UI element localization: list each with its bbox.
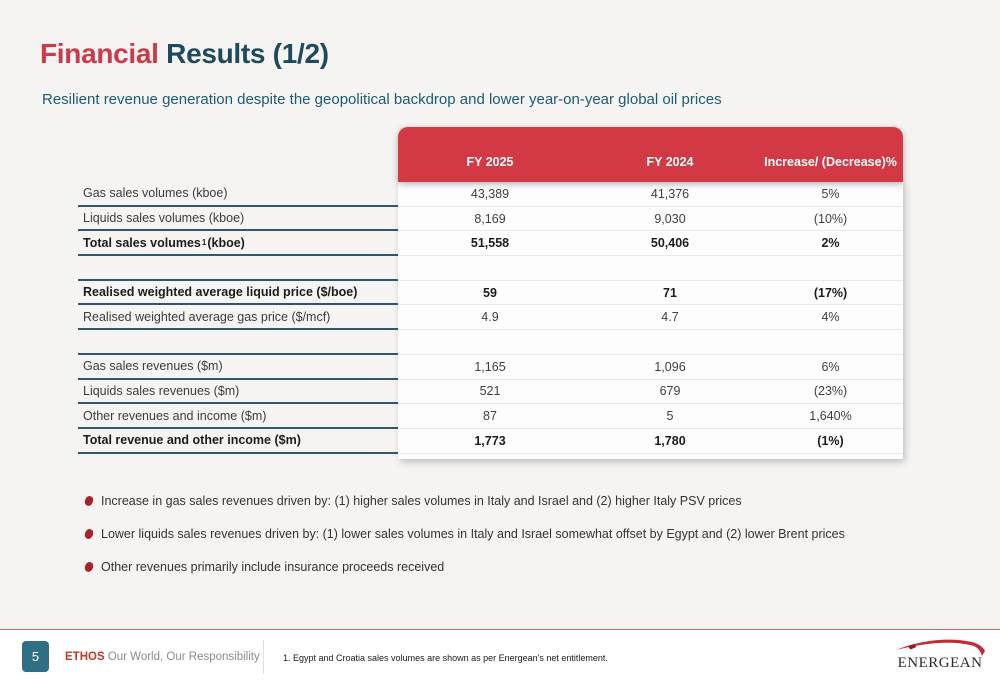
row-values — [398, 355, 903, 380]
row-label: Other revenues and income ($m) — [78, 404, 398, 429]
value-cell: 1,780 — [654, 433, 686, 448]
flame-drop-icon — [84, 561, 94, 573]
value-cell — [758, 330, 903, 354]
row-values — [398, 429, 903, 454]
value-cell — [758, 256, 903, 280]
row-values — [398, 231, 903, 256]
row-label: Liquids sales volumes (kboe) — [78, 207, 398, 232]
bullet-text: Increase in gas sales revenues driven by: (1) higher sales volumes in Italy and Israel and (2) higher Italy PSV prices — [101, 494, 742, 508]
row-label: Liquids sales revenues ($m) — [78, 380, 398, 405]
value-cell: 41,376 — [650, 186, 690, 201]
value-cell: 521 — [479, 384, 501, 399]
value-cell: (17%) — [813, 285, 848, 300]
value-cell: 8,169 — [474, 211, 506, 226]
value-cell — [398, 256, 582, 280]
table-header — [398, 127, 903, 182]
value-cell: 1,773 — [474, 433, 506, 448]
row-values — [398, 207, 903, 232]
footer — [0, 630, 1000, 685]
row-label: Total revenue and other income ($m) — [78, 429, 398, 454]
value-cell: 6% — [821, 359, 840, 374]
energean-logo — [890, 634, 990, 672]
value-cell — [582, 256, 758, 280]
bullet-text: Other revenues primarily include insurance proceeds received — [101, 560, 445, 574]
value-cell: 1,096 — [654, 359, 686, 374]
value-cell: 4% — [821, 310, 840, 325]
bullet-item — [85, 494, 945, 508]
table-row — [78, 207, 903, 232]
table-row — [78, 182, 903, 207]
page-number-badge: 5 — [22, 641, 49, 672]
row-values — [398, 404, 903, 429]
row-label: Total sales volumes 1 (kboe) — [78, 231, 398, 256]
row-values — [398, 380, 903, 405]
table-row — [78, 355, 903, 380]
column-header-fy2024: FY 2024 — [646, 155, 694, 169]
value-cell: (1%) — [817, 433, 844, 448]
page-title-accent: Financial — [40, 38, 159, 69]
flame-drop-icon — [84, 528, 94, 540]
commentary-bullets — [85, 494, 945, 593]
row-label: Gas sales volumes (kboe) — [78, 182, 398, 207]
table-row — [78, 231, 903, 256]
column-header-change: Increase/ (Decrease)% — [764, 155, 897, 169]
row-label: Realised weighted average gas price ($/mcf) — [78, 305, 398, 330]
value-cell — [582, 330, 758, 354]
logo-text: ENERGEAN — [897, 655, 983, 671]
footnote: 1. Egypt and Croatia sales volumes are shown as per Energean's net entitlement. — [283, 653, 608, 663]
value-cell: 4.7 — [661, 310, 679, 325]
value-cell: 51,558 — [470, 236, 510, 251]
table-row — [78, 404, 903, 429]
row-values — [398, 182, 903, 207]
value-cell: 679 — [659, 384, 681, 399]
page-subtitle: Resilient revenue generation despite the geopolitical backdrop and lower year-on-year global oil prices — [42, 91, 722, 108]
value-cell: 71 — [663, 285, 677, 300]
row-values — [398, 256, 903, 281]
value-cell: 1,640% — [809, 409, 852, 424]
value-cell: 5% — [821, 186, 840, 201]
row-values — [398, 330, 903, 355]
row-label — [78, 330, 398, 355]
value-cell: 2% — [821, 236, 840, 251]
value-cell: 4.9 — [481, 310, 499, 325]
table-row — [78, 305, 903, 330]
page-title — [40, 38, 329, 70]
row-label — [78, 256, 398, 281]
table-row — [78, 380, 903, 405]
value-cell: 87 — [483, 409, 497, 424]
table-row — [78, 429, 903, 454]
value-cell — [398, 330, 582, 354]
value-cell: 50,406 — [650, 236, 690, 251]
value-cell: 59 — [483, 285, 497, 300]
row-label: Gas sales revenues ($m) — [78, 355, 398, 380]
ethos-tagline — [65, 651, 260, 663]
ethos-label: ETHOS — [65, 651, 105, 663]
table-spacer-row — [78, 256, 903, 281]
table-row — [78, 281, 903, 306]
table-body — [78, 182, 903, 454]
value-cell: 5 — [666, 409, 674, 424]
value-cell: (23%) — [813, 384, 848, 399]
footer-divider — [263, 640, 264, 674]
row-label: Realised weighted average liquid price ($/boe) — [78, 281, 398, 306]
value-cell: (10%) — [813, 211, 848, 226]
value-cell: 9,030 — [654, 211, 686, 226]
row-values — [398, 305, 903, 330]
flame-drop-icon — [84, 495, 94, 507]
ethos-text: Our World, Our Responsibility — [104, 651, 260, 663]
bullet-text: Lower liquids sales revenues driven by: (1) lower sales volumes in Italy and Israel somewhat offset by Egypt and (2) lower Brent prices — [101, 527, 845, 541]
column-header-fy2025: FY 2025 — [466, 155, 514, 169]
value-cell: 1,165 — [474, 359, 506, 374]
logo-swoosh-icon — [892, 634, 988, 656]
bullet-item — [85, 560, 945, 574]
table-spacer-row — [78, 330, 903, 355]
value-cell: 43,389 — [470, 186, 510, 201]
row-values — [398, 281, 903, 306]
page-title-rest: Results (1/2) — [158, 38, 329, 69]
bullet-item — [85, 527, 945, 541]
